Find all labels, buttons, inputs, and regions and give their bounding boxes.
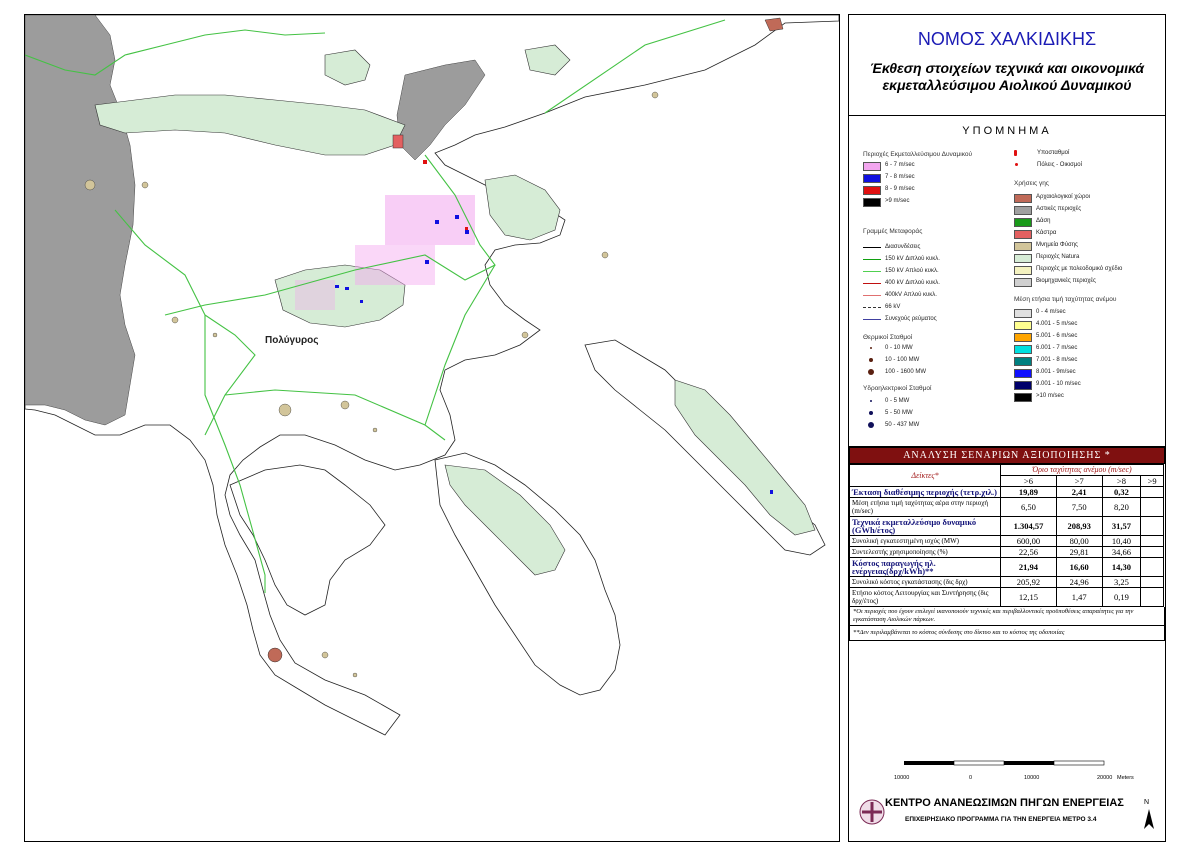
row-value [1141,487,1164,498]
row-label: Συντελεστής χρησιμοποίησης (%) [850,547,1001,558]
row-value: 3,25 [1102,577,1141,588]
row-value [1141,558,1164,577]
legend-landuse-item-label: Μνημεία Φύσης [1036,242,1078,248]
row-value: 16,60 [1056,558,1102,577]
castle-marker [393,135,403,148]
legend-thermal-heading: Θερμικοί Σταθμοί [863,334,913,341]
map-subtitle: Έκθεση στοιχείων τεχνικά και οικονομικά εκμεταλλεύσιμου Αιολικού Δυναμικού [869,60,1145,93]
table-row [850,547,1164,558]
legend-line-item-label: 150 kV Απλού κυκλ. [885,268,939,274]
substation-icon [1014,150,1017,156]
legend-wind-heading: Μέση ετήσια τιμή ταχύτητας ανέμου [1014,296,1117,303]
row-value [1141,536,1164,547]
legend-line-item-label: 400kV Απλού κυκλ. [885,292,937,298]
threshold-9: >9 [1141,476,1164,487]
legend-landuse-item-label: Περιοχές με πολεοδομικό σχέδιο [1036,266,1123,272]
legend-hydro-item-label: 0 - 5 MW [885,398,910,404]
row-value: 600,00 [1001,536,1057,547]
title-box [849,15,1165,116]
threshold-8: >8 [1102,476,1141,487]
legend-wind-item-label: >10 m/sec [1036,393,1064,399]
row-value: 1,47 [1056,588,1102,607]
map-canvas [25,15,839,841]
legend-lines-heading: Γραμμές Μεταφοράς [863,228,923,235]
legend-line-item-label: 150 kV Διπλού κυκλ. [885,256,940,262]
table-row [850,498,1164,517]
note-1: *Οι περιοχές που έχουν επιλεγεί ικανοποιούν τεχνικές και περιβαλλοντικές προϋποθέσεις απαραίτητες για την εγκατάσταση Αιολικών πάρκων. [849,607,1165,626]
scale-bar-graphic [889,759,1129,773]
legend-exploitable-item-label: 8 - 9 m/sec [885,186,915,192]
legend-landuse-item-label: Περιοχές Natura [1036,254,1080,260]
legend-line-item-label: Διασυνδέσεις [885,244,921,250]
legend-wind-item-label: 5.001 - 6 m/sec [1036,333,1078,339]
legend-exploitable-item-label: >9 m/sec [885,198,910,204]
row-value [1141,547,1164,558]
row-value: 7,50 [1056,498,1102,517]
row-value [1141,588,1164,607]
scale-tick-4: 20000 [1097,775,1113,781]
row-value: 2,41 [1056,487,1102,498]
analysis-header: ΑΝΑΛΥΣΗ ΣΕΝΑΡΙΩΝ ΑΞΙΟΠΟΙΗΣΗΣ * [849,447,1165,464]
legend-hydro-heading: Υδροηλεκτρικοί Σταθμοί [863,385,932,392]
legend-wind-item-label: 4.001 - 5 m/sec [1036,321,1078,327]
legend-hydro-item-label: 50 - 437 MW [885,422,920,428]
row-value: 29,81 [1056,547,1102,558]
legend-wind-item-label: 9.001 - 10 m/sec [1036,381,1081,387]
table-row [850,536,1164,547]
row-value: 205,92 [1001,577,1057,588]
scale-tick-3: 10000 [1024,775,1040,781]
row-value: 8,20 [1102,498,1141,517]
row-label: Κόστος παραγωγής ηλ. ενέργειας(δρχ/kWh)** [850,558,1001,577]
program-name: ΕΠΙΧΕΙΡΗΣΙΑΚΟ ΠΡΟΓΡΑΜΜΑ ΓΙΑ ΤΗΝ ΕΝΕΡΓΕΙΑ ΜΕΤΡΟ 3.4 [905,816,1097,823]
note-2: **Δεν περιλαμβάνεται το κόστος σύνδεσης στο δίκτυο και το κόστος της οδοποιίας [849,626,1165,641]
analysis-section [849,447,1165,641]
row-value: 22,56 [1001,547,1057,558]
table-row [850,558,1164,577]
legend-landuse-item-label: Δάση [1036,218,1051,224]
row-value: 1.304,57 [1001,517,1057,536]
table-row [850,517,1164,536]
town-icon [1015,163,1018,166]
legend-substations: Υποσταθμοί [1037,150,1070,156]
row-label: Έκταση διαθέσιμης περιοχής (τετρ.χιλ.) [850,487,1001,498]
archaeological-marker [268,648,282,662]
cres-logo-icon [859,799,885,825]
legend-thermal-item-label: 0 - 10 MW [885,345,913,351]
row-label: Ετήσιο κόστος Λειτουργίας και Συντήρησης (δις δρχ/έτος) [850,588,1001,607]
row-label: Τεχνικά εκμεταλλεύσιμο δυναμικό (GWh/έτος) [850,517,1001,536]
row-label: Συνολικό κόστος εγκατάστασης (δις δρχ) [850,577,1001,588]
legend-wind-item-label: 6.001 - 7 m/sec [1036,345,1078,351]
legend-wind-item-label: 8.001 - 9m/sec [1036,369,1076,375]
row-label: Συνολική εγκατεστημένη ισχύς (MW) [850,536,1001,547]
scale-tick-2: 0 [969,775,973,781]
legend-line-item-label: 66 kV [885,304,901,310]
legend-exploitable-item-label: 6 - 7 m/sec [885,162,915,168]
col-speed-limit: Όριο ταχύτητας ανέμου (m/sec) [1001,465,1164,476]
org-name: ΚΕΝΤΡΟ ΑΝΑΝΕΩΣΙΜΩΝ ΠΗΓΩΝ ΕΝΕΡΓΕΙΑΣ [885,797,1124,809]
row-value [1141,517,1164,536]
col-indicators: Δείκτες* [850,465,1001,487]
prefecture-title: ΝΟΜΟΣ ΧΑΛΚΙΔΙΚΗΣ [917,29,1097,49]
legend-thermal-item-label: 100 - 1600 MW [885,369,927,375]
city-label-polygyros: Πολύγυρος [265,335,319,346]
legend-landuse-heading: Χρήσεις γης [1014,180,1049,187]
row-value: 6,50 [1001,498,1057,517]
legend [849,116,1165,447]
table-header-row [850,465,1164,476]
table-row [850,577,1164,588]
legend-exploitable-heading: Περιοχές Εκμεταλλεύσιμου Δυναμικού [863,151,973,158]
legend-wind-item-label: 0 - 4 m/sec [1036,309,1066,315]
footer [849,785,1165,841]
scale-unit: Meters [1117,775,1134,781]
row-value [1141,498,1164,517]
row-value: 80,00 [1056,536,1102,547]
threshold-6: >6 [1001,476,1057,487]
row-value: 31,57 [1102,517,1141,536]
row-label: Μέση ετήσια τιμή ταχύτητας αέρα στην περιοχή (m/sec) [850,498,1001,517]
north-arrow-icon [1143,809,1155,829]
legend-title: ΥΠΟΜΝΗΜΑ [962,125,1052,137]
table-row [850,487,1164,498]
legend-line-item-label: 400 kV Διπλού κυκλ. [885,280,940,286]
legend-panel [848,14,1166,842]
row-value: 14,30 [1102,558,1141,577]
legend-exploitable-item-label: 7 - 8 m/sec [885,174,915,180]
row-value: 12,15 [1001,588,1057,607]
north-label: N [1144,799,1150,806]
row-value: 0,19 [1102,588,1141,607]
row-value: 34,66 [1102,547,1141,558]
legend-towns: Πόλεις - Οικισμοί [1037,162,1082,168]
row-value: 208,93 [1056,517,1102,536]
row-value: 19,89 [1001,487,1057,498]
analysis-table [849,464,1164,607]
row-value: 24,96 [1056,577,1102,588]
legend-landuse-item-label: Αστικές περιοχές [1036,206,1082,212]
legend-thermal-item-label: 10 - 100 MW [885,357,920,363]
threshold-7: >7 [1056,476,1102,487]
legend-landuse-item-label: Βιομηχανικές περιοχές [1036,278,1096,284]
map-frame[interactable] [24,14,840,842]
legend-hydro-item-label: 5 - 50 MW [885,410,913,416]
row-value: 0,32 [1102,487,1141,498]
legend-landuse-item-label: Κάστρα [1036,230,1057,236]
row-value: 10,40 [1102,536,1141,547]
table-row [850,588,1164,607]
scale-tick-1: 10000 [894,775,910,781]
legend-wind-item-label: 7.001 - 8 m/sec [1036,357,1078,363]
row-value: 21,94 [1001,558,1057,577]
row-value [1141,577,1164,588]
legend-landuse-item-label: Αρχαιολογικοί χώροι [1036,194,1091,200]
legend-line-item-label: Συνεχούς ρεύματος [885,316,937,322]
scale-bar [889,759,1134,788]
